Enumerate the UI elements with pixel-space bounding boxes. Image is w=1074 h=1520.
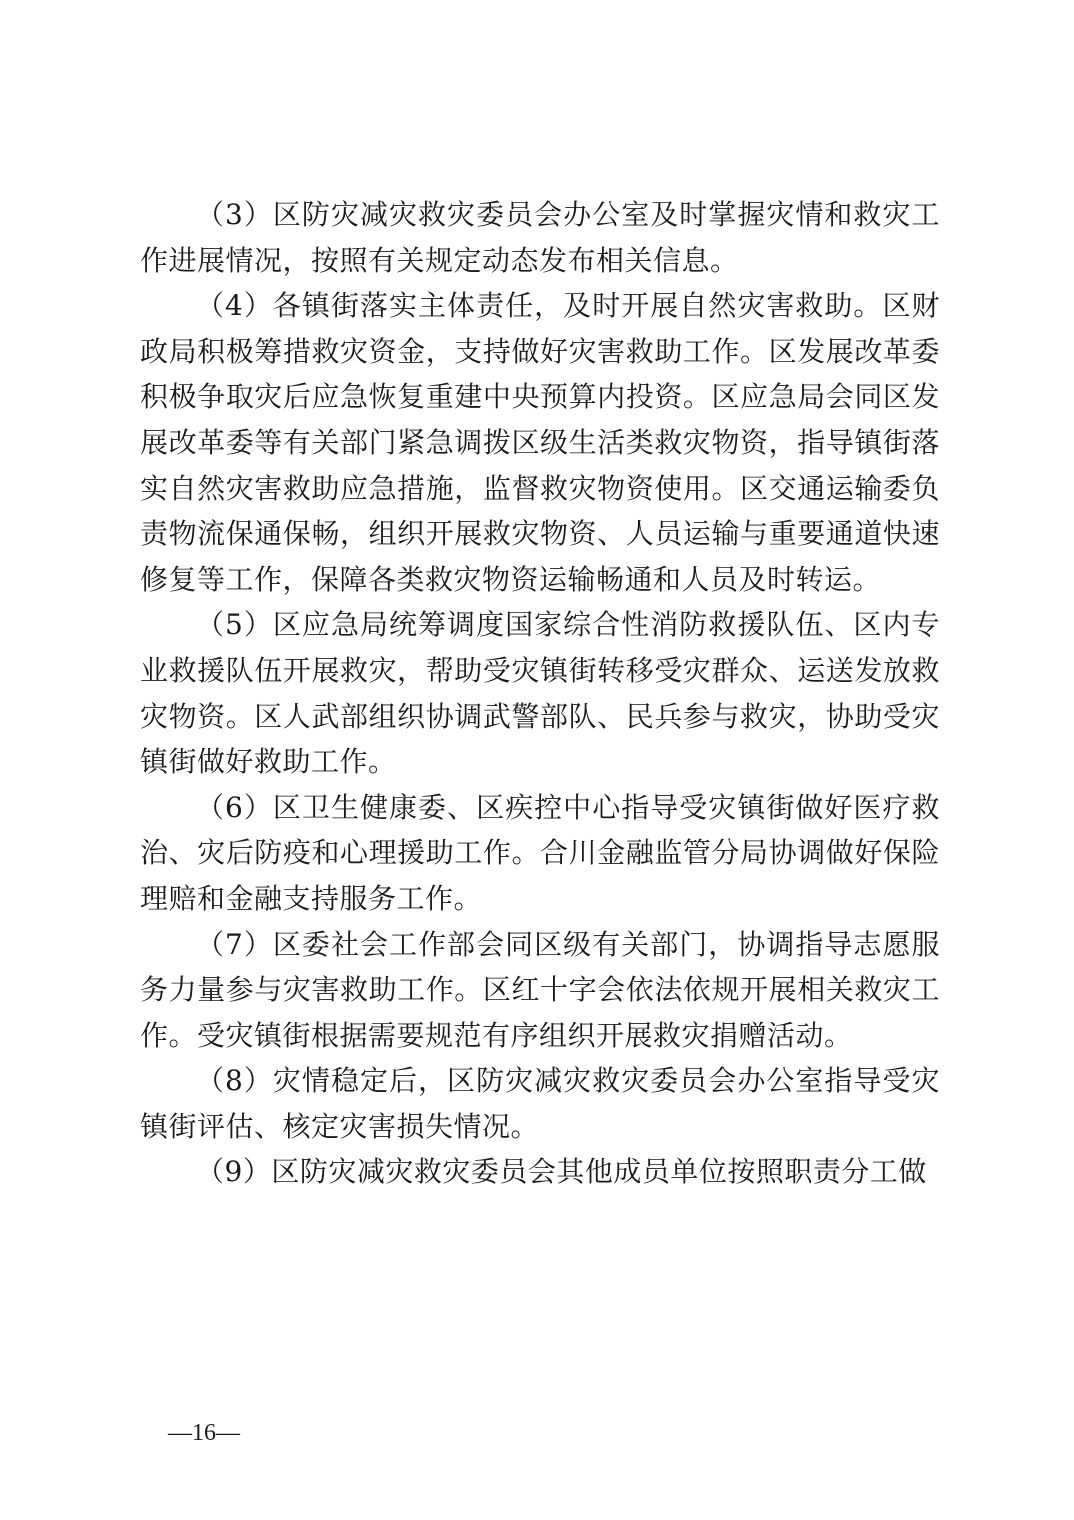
paragraph-4: （4）各镇街落实主体责任，及时开展自然灾害救助。区财政局积极筹措救灾资金，支持做好灾害救助工作。区发展改革委积极争取灾后应急恢复重建中央预算内投资。区应急局会同区发展改革委等有关部门紧急调拨区级生活类救灾物资，指导镇街落实自然灾害救助应急措施，监督救灾物资使用。区交通运输委负责物流保通保畅，组织开展救灾物资、人员运输与重要通道快速修复等工作，保障各类救灾物资运输畅通和人员及时转运。 (140, 289, 940, 596)
paragraph-3: （3）区防灾减灾救灾委员会办公室及时掌握灾情和救灾工作进展情况，按照有关规定动态发布相关信息。 (140, 198, 940, 277)
paragraph-7: （7）区委社会工作部会同区级有关部门，协调指导志愿服务力量参与灾害救助工作。区红十字会依法依规开展相关救灾工作。受灾镇街根据需要规范有序组织开展救灾捐赠活动。 (140, 927, 940, 1052)
paragraph-5: （5）区应急局统筹调度国家综合性消防救援队伍、区内专业救援队伍开展救灾，帮助受灾镇街转移受灾群众、运送发放救灾物资。区人武部组织协调武警部队、民兵参与救灾，协助受灾镇街做好救助工作。 (140, 608, 940, 779)
paragraph-6: （6）区卫生健康委、区疾控中心指导受灾镇街做好医疗救治、灾后防疫和心理援助工作。合川金融监管分局协调做好保险理赔和金融支持服务工作。 (140, 790, 940, 915)
page-number: —16— (168, 1420, 240, 1446)
paragraph-9: （9）区防灾减灾救灾委员会其他成员单位按照职责分工做 (196, 1155, 927, 1189)
document-body (140, 192, 940, 1195)
paragraph-8: （8）灾情稳定后，区防灾减灾救灾委员会办公室指导受灾镇街评估、核定灾害损失情况。 (140, 1064, 940, 1143)
